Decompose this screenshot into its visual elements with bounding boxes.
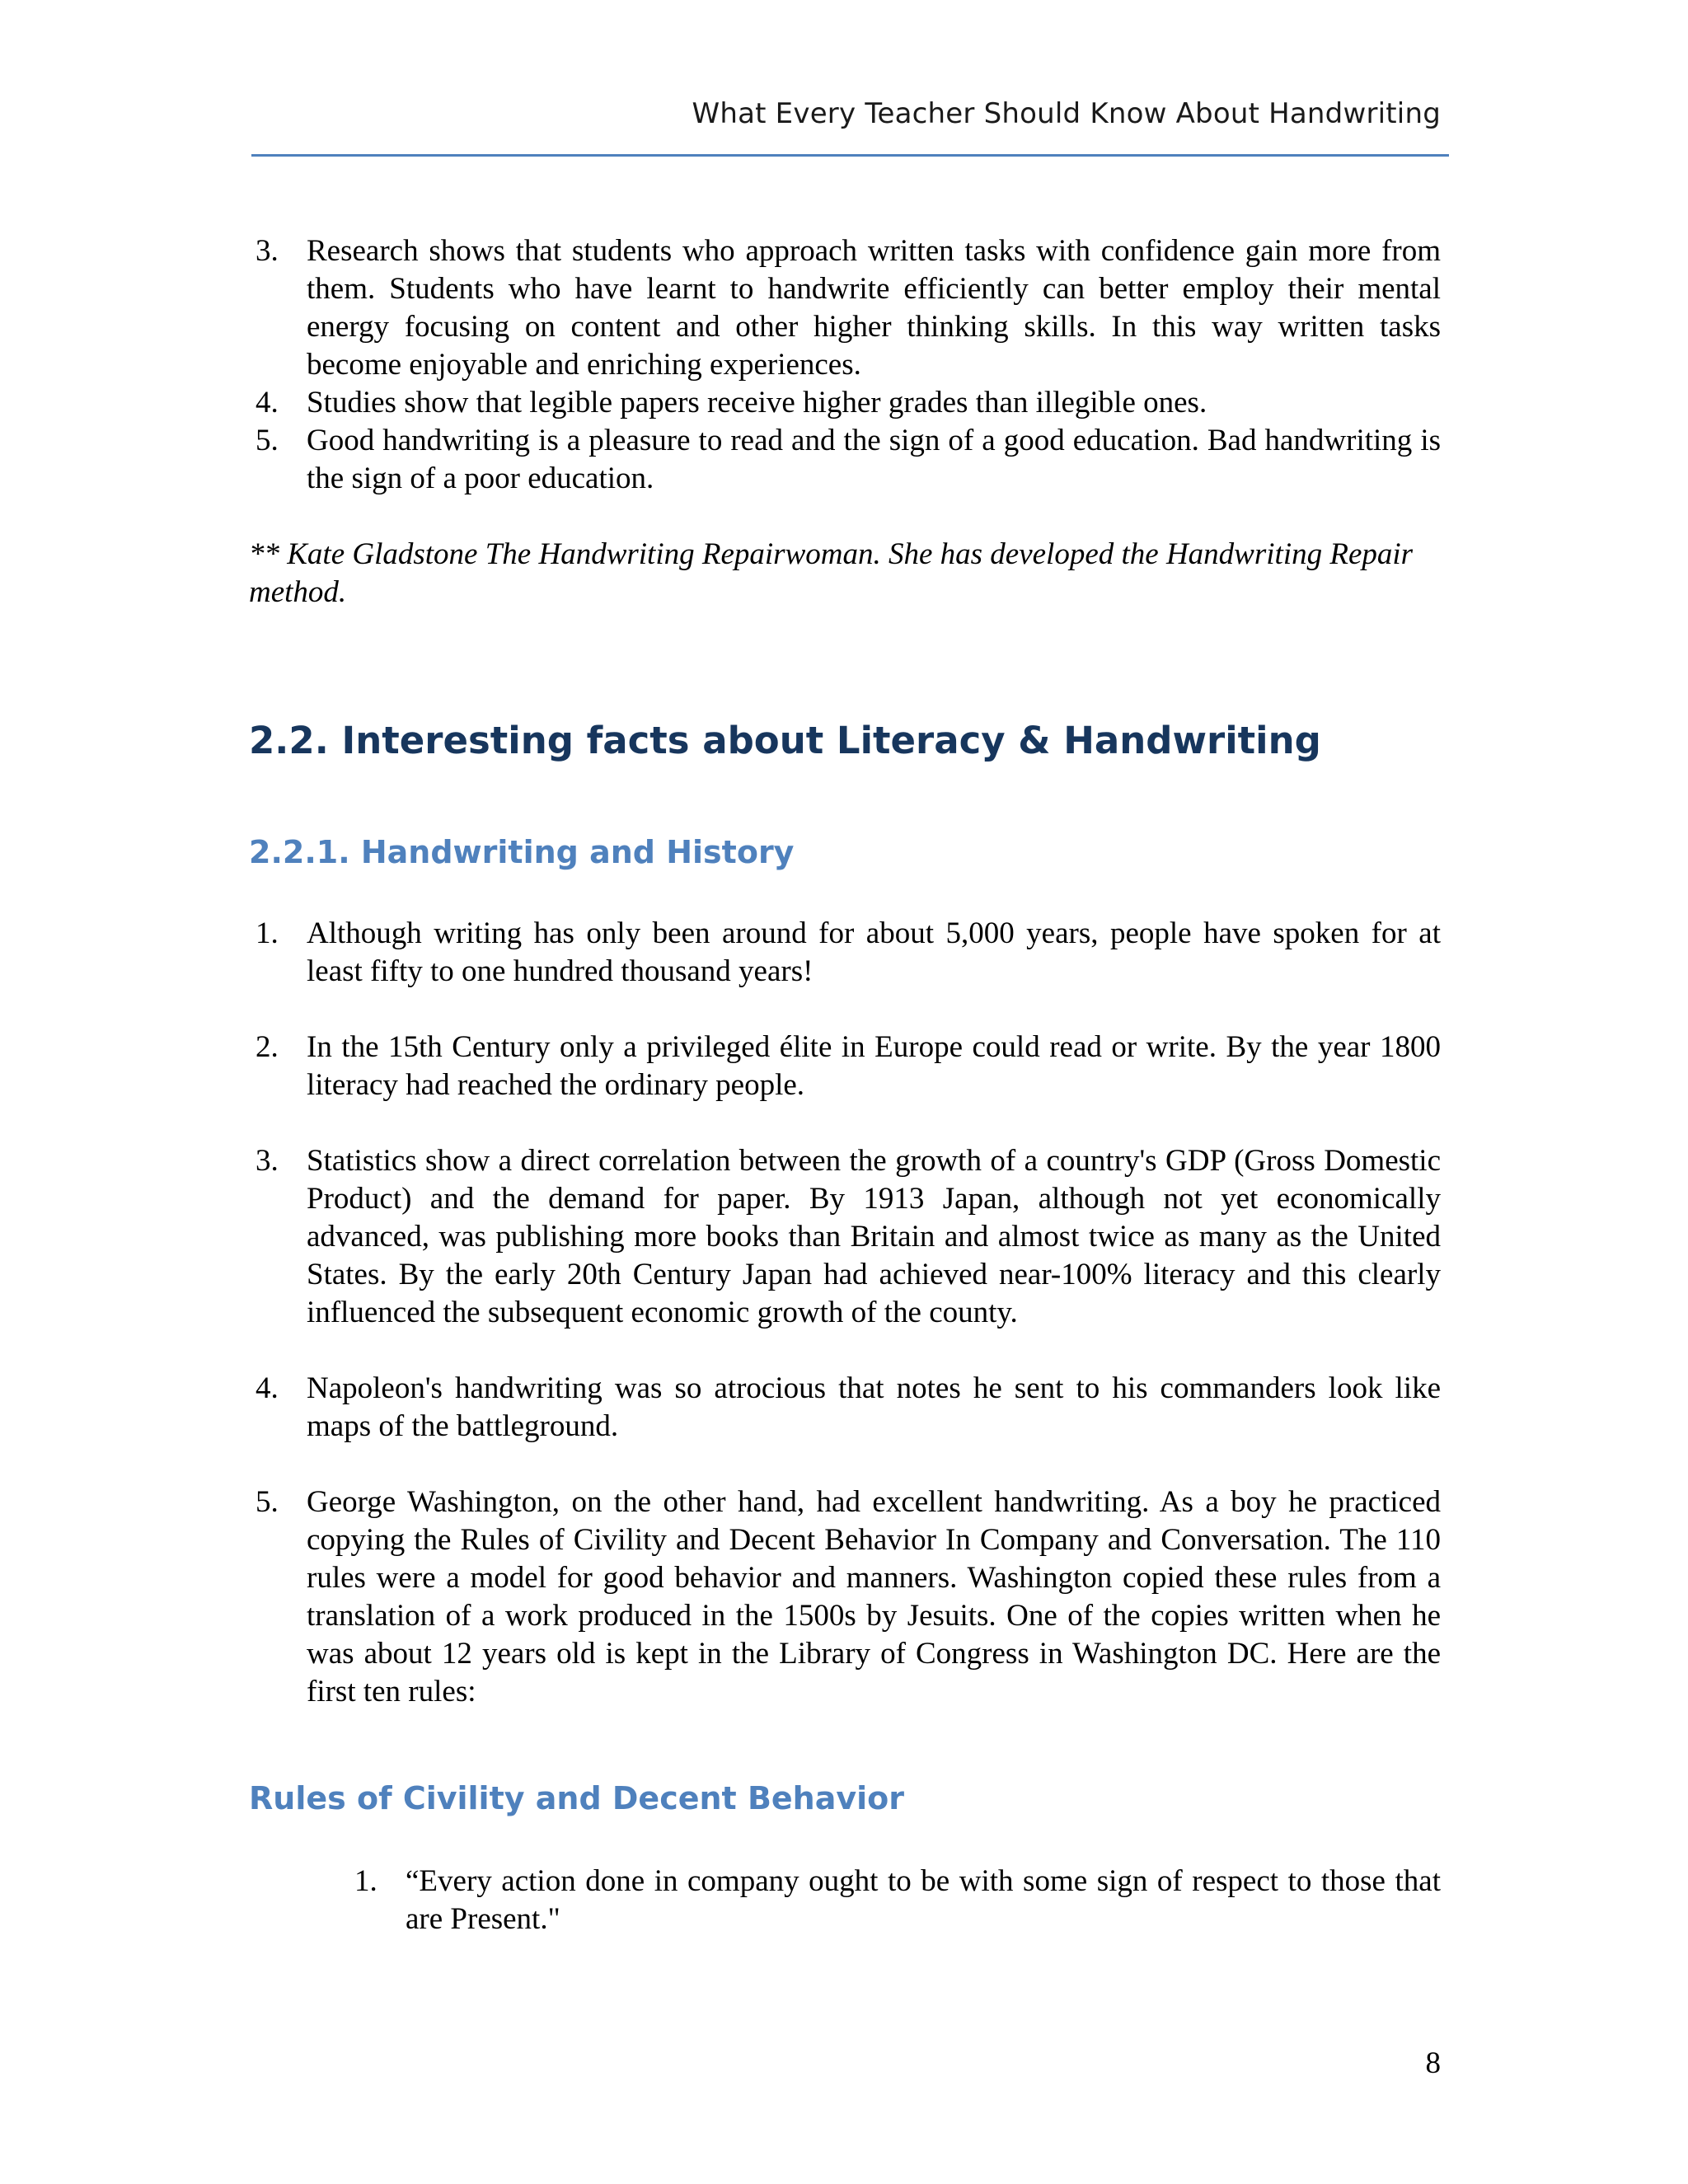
rules-numbered-list (348, 1863, 1441, 1938)
list-item (249, 384, 1441, 422)
top-content (249, 232, 1441, 642)
list-text: Good handwriting is a pleasure to read and the sign of a good education. Bad handwriting is the sign of a poor education. (307, 424, 1441, 495)
list-number: 5. (256, 424, 279, 457)
list-number: 5. (256, 1485, 279, 1519)
list-number: 1. (354, 1864, 377, 1898)
list-text: In the 15th Century only a privileged élite in Europe could read or write. By the year 1800 literacy had reached the ordinary people. (307, 1030, 1441, 1102)
list-number: 3. (256, 234, 279, 268)
history-numbered-list (249, 915, 1441, 1711)
list-item (249, 422, 1441, 498)
list-number: 4. (256, 1371, 279, 1405)
list-text: Research shows that students who approach written tasks with confidence gain more from them. Students who have learnt to handwrite efficiently can better employ their mental energy focusing on content and other higher thinking skills. In this way written tasks become enjoyable and enriching experiences. (307, 234, 1441, 382)
list-item (249, 1029, 1441, 1104)
subsection-heading: 2.2.1. Handwriting and History (249, 834, 795, 870)
list-text: Napoleon's handwriting was so atrocious that notes he sent to his commanders look like maps of the battleground. (307, 1371, 1441, 1443)
top-numbered-list (249, 232, 1441, 498)
list-item (249, 1483, 1441, 1711)
rules-content (348, 1863, 1441, 1938)
list-text: George Washington, on the other hand, had excellent handwriting. As a boy he practiced copying the Rules of Civility and Decent Behavior In Company and Conversation. The 110 rules were a model for good behavior and manners. Washington copied these rules from a translation of a work produced in the 1500s by Jesuits. One of the copies written when he was about 12 years old is kept in the Library of Congress in Washington DC. Here are the first ten rules: (307, 1485, 1441, 1708)
list-text: “Every action done in company ought to be with some sign of respect to those that are Present." (406, 1864, 1441, 1936)
list-text: Statistics show a direct correlation between the growth of a country's GDP (Gross Domestic Product) and the demand for paper. By 1913 Japan, although not yet economically advanced, was publishing more books than Britain and almost twice as many as the United States. By the early 20th Century Japan had achieved near-100% literacy and this clearly influenced the subsequent economic growth of the county. (307, 1144, 1441, 1329)
rules-heading: Rules of Civility and Decent Behavior (249, 1780, 905, 1816)
list-text: Studies show that legible papers receive higher grades than illegible ones. (307, 386, 1207, 419)
list-text: Although writing has only been around for about 5,000 years, people have spoken for at least fifty to one hundred thousand years! (307, 916, 1441, 988)
page-number: 8 (1425, 2046, 1441, 2080)
section-heading: 2.2. Interesting facts about Literacy & Handwriting (249, 719, 1321, 762)
running-header: What Every Teacher Should Know About Handwriting (692, 97, 1441, 130)
list-number: 4. (256, 386, 279, 419)
header-rule (251, 154, 1449, 157)
list-item (249, 915, 1441, 991)
list-number: 1. (256, 916, 279, 950)
list-item (249, 1370, 1441, 1446)
list-item (348, 1863, 1441, 1938)
footnote: ** Kate Gladstone The Handwriting Repairwoman. She has developed the Handwriting Repair method. (249, 537, 1414, 609)
list-number: 2. (256, 1030, 279, 1064)
history-content (249, 915, 1441, 1711)
list-item (249, 232, 1441, 384)
list-number: 3. (256, 1144, 279, 1178)
list-item (249, 1142, 1441, 1332)
